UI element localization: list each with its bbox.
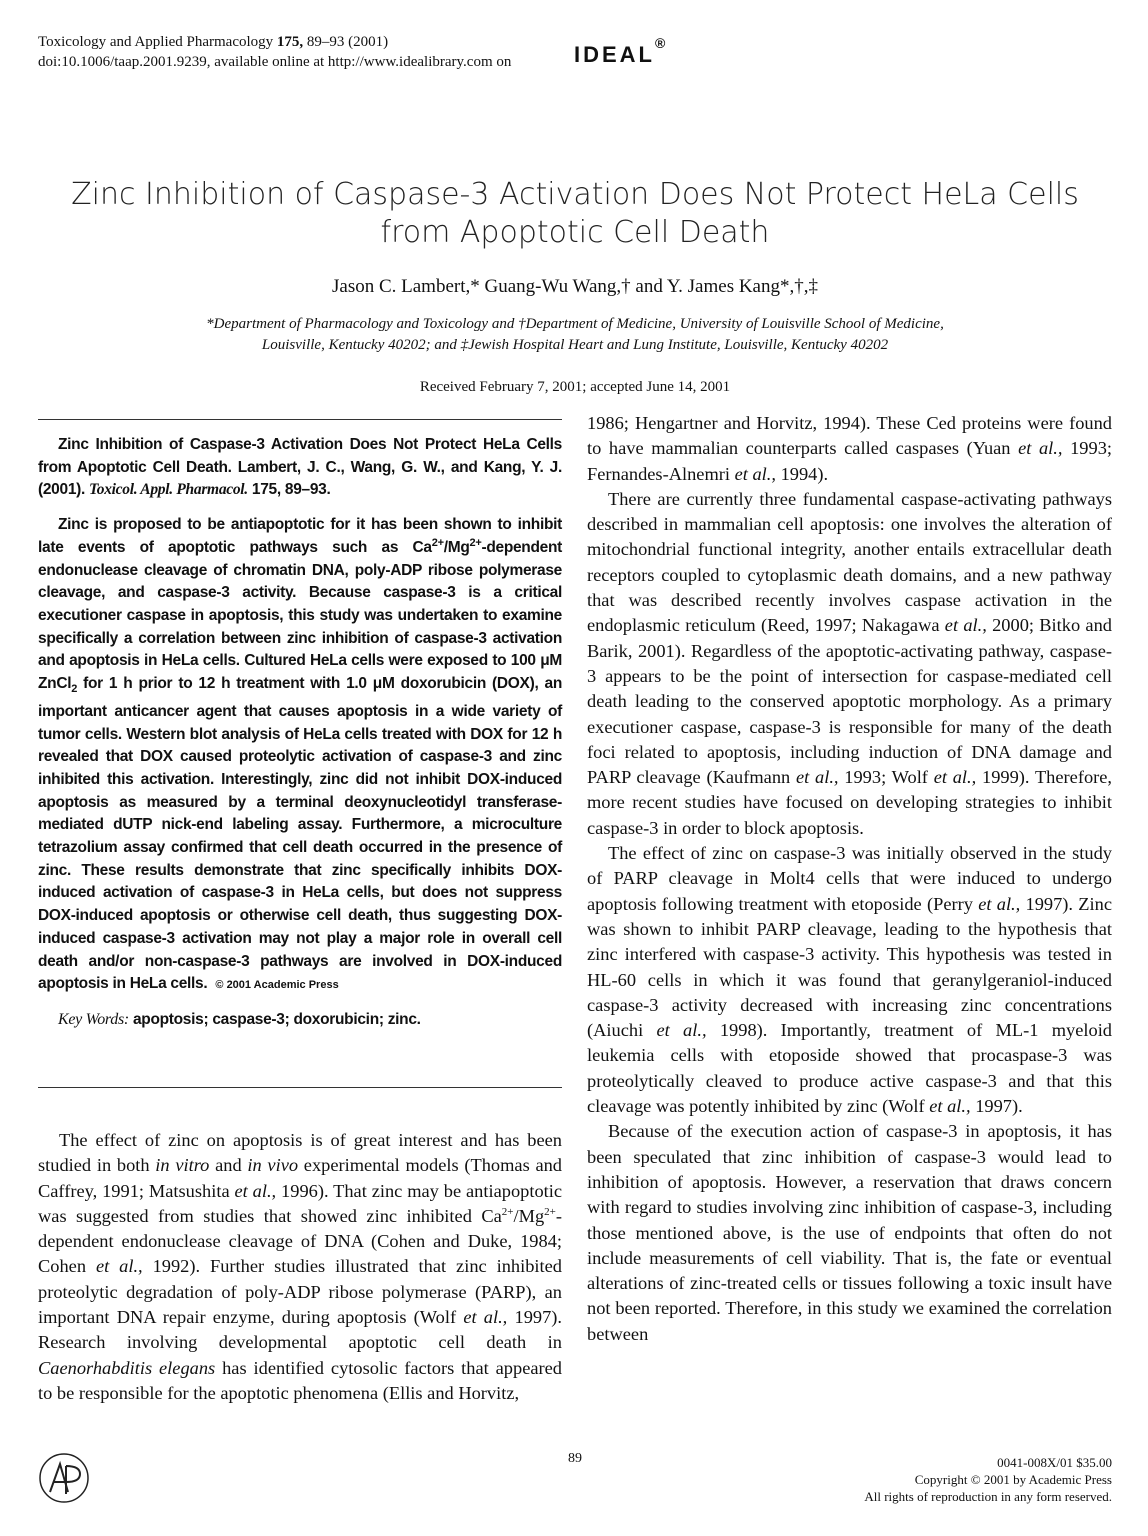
paragraph-intro: The effect of zinc on apoptosis is of great interest and has been studied in both in vitro and in vivo experimental models (Thomas and Caffrey, 1991; Matsushita et al., 1996). That zinc may be antiapoptotic was suggested from studies that showed zinc inhibited $Ca^{2+}/Mg^{2+}$-dependent endonuclease cleavage of DNA (Cohen and Duke, 1984; Cohen et al., 1992). Further studies illustrated that zinc inhibited proteolytic degradation of poly-ADP ribose polymerase (PARP), an important DNA repair enzyme, during apoptosis (Wolf et al., 1997). Research involving developmental apoptotic cell death in Caenorhabditis elegans has identified cytosolic factors that appeared to be responsible for the apoptotic phenomena (Ellis and Horvitz,	[38, 1130, 563, 1403]
body-column-right	[587, 411, 1112, 1347]
abstract-body-part-1: Zinc is proposed to be antiapoptotic for it has been shown to inhibit late events of apoptotic pathways such as Ca	[38, 516, 562, 556]
abstract-citation-journal: Toxicol. Appl. Pharmacol.	[89, 481, 248, 499]
paragraph-continued: 1986; Hengartner and Horvitz, 1994). These Ced proteins were found to have mammalian counterparts called caspases (Yuan et al., 1993; Fernandes-Alnemri et al., 1994).	[587, 413, 1112, 484]
ideal-logo	[574, 35, 666, 68]
paragraph-caspase-pathways: There are currently three fundamental caspase-activating pathways described in mammalian cell apoptosis: one involves the alteration of mitochondrial functional integrity, another entails extracellular death receptors coupled to cytoplasmic death domains, and a new pathway that was described recently involves caspase activation in the endoplasmic reticulum (Reed, 1997; Nakagawa et al., 2000; Bitko and Barik, 2001). Regardless of the apoptotic-activating pathway, caspase-3 appears to be the point of intersection for caspase-mediated cell death leading to the conserved apoptotic morphology. As a primary executioner caspase, caspase-3 is responsible for many of the death foci related to apoptosis, including induction of DNA damage and PARP cleavage (Kaufmann et al., 1993; Wolf et al., 1999). Therefore, more recent studies have focused on developing strategies to inhibit caspase-3 in order to block apoptosis.	[587, 488, 1113, 838]
abstract-body-part-3: for 1 h prior to 12 h treatment with 1.0 μM doxorubicin (DOX), an important anticancer agent that causes apoptosis in a wide variety of tumor cells. Western blot analysis of HeLa cells treated with DOX for 12 h revealed that DOX caused proteolytic activation of caspase-3 and zinc inhibited this activation. Interestingly, zinc did not inhibit DOX-induced apoptosis as measured by a terminal deoxynucleotidyl transferase-mediated dUTP nick-end labeling assay. Furthermore, a microculture tetrazolium assay confirmed that cell death occurred in the presence of zinc. These results demonstrate that zinc specifically inhibits DOX-induced activation of caspase-3 in HeLa cells, but does not suppress DOX-induced apoptosis or otherwise cell death, thus suggesting DOX-induced caspase-3 activation may not play a major role in overall cell death and/or non-caspase-3 pathways are involved in DOX-induced apoptosis in HeLa cells.	[38, 675, 562, 993]
author-list: Jason C. Lambert,* Guang-Wu Wang,† and Y. James Kang*,†,‡	[332, 276, 818, 297]
abstract-citation-tail: 175, 89–93.	[251, 481, 331, 499]
magnesium-symbol: /Mg	[443, 538, 470, 556]
rights-line: All rights of reproduction in any form reserved.	[864, 1489, 1112, 1504]
issn-price: 0041-008X/01 $35.00	[997, 1455, 1112, 1470]
journal-name: Toxicology and Applied Pharmacology	[38, 34, 274, 50]
abstract-body-part-2: -dependent endonuclease cleavage of chromatin DNA, poly-ADP ribose polymerase cleavage, and caspase-3 activity. Because caspase-3 is a critical executioner caspase in apoptosis, this study was undertaken to examine specifically a correlation between zinc inhibition of caspase-3 activation and apoptosis in HeLa cells. Cultured HeLa cells were exposed to 100 μM ZnCl	[38, 538, 562, 693]
abstract-citation-lead: Zinc Inhibition of Caspase-3 Activation Does Not Protect HeLa Cells from Apoptotic Cell Death. Lambert, J. C., Wang, G. W., and Kang, Y. J. (2001).	[38, 436, 562, 499]
ideal-logo-text: IDEAL	[574, 42, 655, 67]
affiliation-line-2: Louisville, Kentucky 40202; and ‡Jewish Hospital Heart and Lung Institute, Louisville, Kentucky 40202	[261, 337, 889, 353]
abstract-body	[38, 514, 562, 997]
affiliation-line-1: *Department of Pharmacology and Toxicology and †Department of Medicine, University of Louisville School of Medicine,	[206, 316, 944, 332]
abstract-citation	[38, 434, 562, 502]
journal-volume: 175,	[276, 34, 304, 50]
abstract-copyright: © 2001 Academic Press	[215, 979, 339, 992]
article-title	[40, 176, 1110, 252]
title-line-2: from Apoptotic Cell Death	[380, 215, 770, 250]
zncl-subscript: 2	[71, 683, 78, 696]
journal-pages-year: 89–93 (2001)	[306, 34, 389, 50]
magnesium-charge: 2+	[469, 536, 482, 549]
abstract-top-rule	[38, 419, 562, 420]
abstract	[38, 434, 562, 1032]
doi-line: doi:10.1006/taap.2001.9239, available online at http://www.idealibrary.com on	[38, 54, 512, 70]
copyright-block	[864, 1454, 1112, 1505]
calcium-charge: 2+	[431, 536, 444, 549]
page-number: 89	[568, 1451, 582, 1466]
academic-press-logo	[38, 1452, 90, 1504]
body-column-left	[38, 1128, 562, 1406]
keywords	[38, 1009, 562, 1032]
title-line-1: Zinc Inhibition of Caspase-3 Activation Does Not Protect HeLa Cells	[71, 177, 1079, 212]
keywords-list: apoptosis; caspase-3; doxorubicin; zinc.	[132, 1010, 421, 1028]
registered-mark: ®	[655, 35, 666, 51]
paragraph-rationale: Because of the execution action of caspase-3 in apoptosis, it has been speculated that zinc inhibition of caspase-3 would lead to inhibition of apoptosis. However, a reservation that draws concern with regard to studies involving zinc inhibition of caspase-3, including those mentioned above, is the use of endpoints that often do not include measurements of cell viability. That is, the fate or eventual alterations of zinc-treated cells or tissues following a toxic insult have not been reported. Therefore, in this study we examined the correlation between	[587, 1121, 1112, 1344]
journal-citation-line	[38, 32, 511, 52]
abstract-bottom-rule	[38, 1087, 562, 1088]
keywords-label: Key Words:	[58, 1010, 129, 1028]
running-header	[38, 32, 511, 72]
copyright-line: Copyright © 2001 by Academic Press	[914, 1472, 1112, 1487]
affiliations	[120, 314, 1030, 356]
received-dates: Received February 7, 2001; accepted June 14, 2001	[419, 379, 731, 395]
paragraph-zinc-caspase: The effect of zinc on caspase-3 was initially observed in the study of PARP cleavage in Molt4 cells that were induced to undergo apoptosis following treatment with etoposide (Perry et al., 1997). Zinc was shown to inhibit PARP cleavage, leading to the hypothesis that zinc interfered with caspase-3 activity. This hypothesis was tested in HL-60 cells in which it was found that geranylgeraniol-induced caspase-3 activity decreased with increasing zinc concentrations (Aiuchi et al., 1998). Importantly, treatment of ML-1 myeloid leukemia cells with etoposide showed that procaspase-3 was proteolytically cleaved to produce active caspase-3 and that this cleavage was potently inhibited by zinc (Wolf et al., 1997).	[587, 843, 1113, 1117]
